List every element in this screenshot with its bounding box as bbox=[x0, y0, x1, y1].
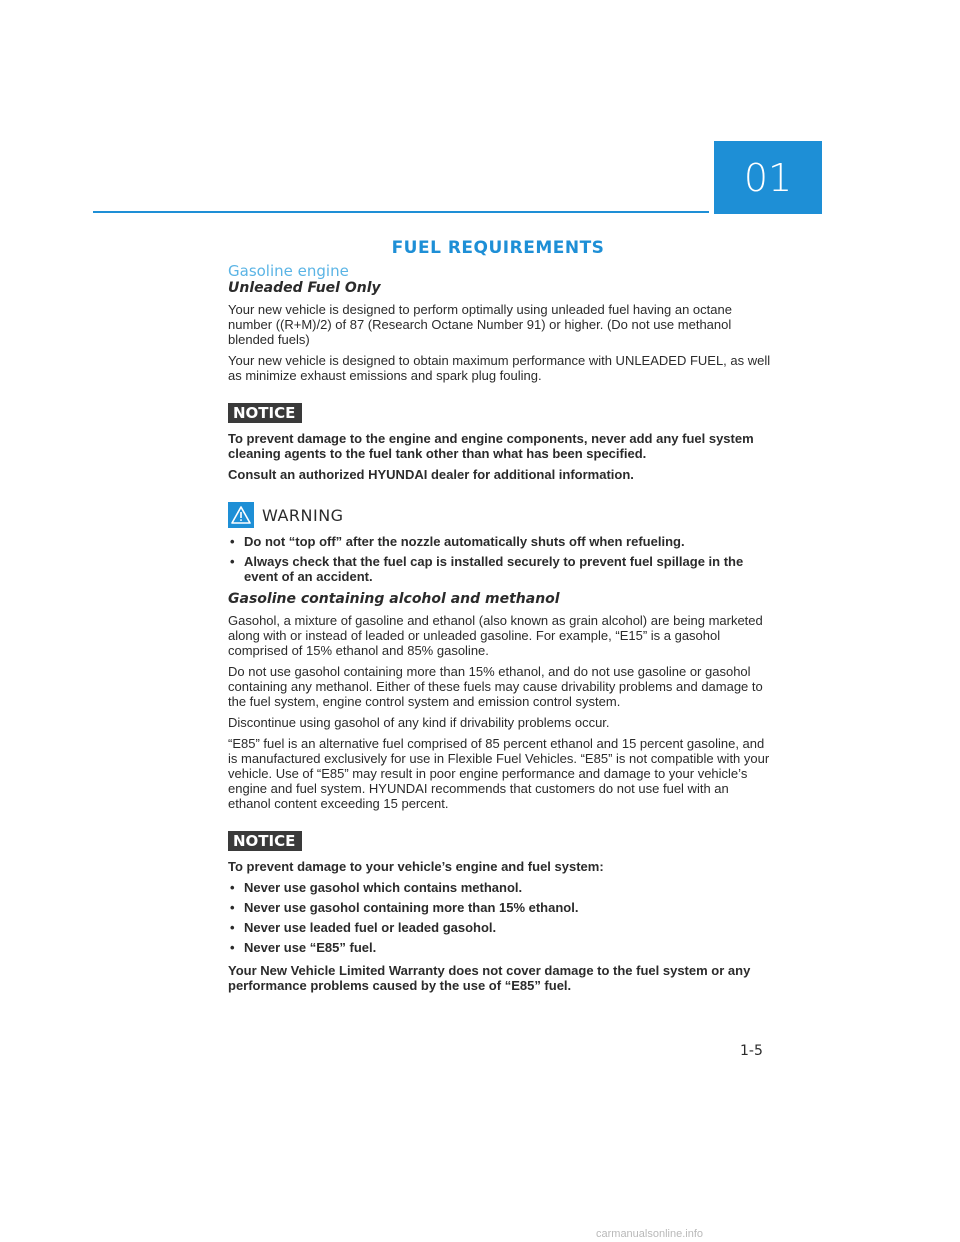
paragraph: Gasohol, a mixture of gasoline and ethanol (also known as grain alcohol) are being marketed along with or instead of leaded or unleaded gasoline. For example, “E15” is a gasohol comprised of 15% ethanol and 85% gasoline. bbox=[228, 613, 763, 658]
list-item: • Never use leaded fuel or leaded gasohol. bbox=[228, 920, 772, 935]
gasoline-engine-heading: Gasoline engine bbox=[228, 262, 349, 280]
warning-list bbox=[228, 534, 772, 584]
watermark: carmanualsonline.info bbox=[596, 1228, 704, 1240]
page-content bbox=[228, 264, 772, 999]
list-item: • Never use gasohol containing more than 15% ethanol. bbox=[228, 900, 772, 915]
list-item: • Do not “top off” after the nozzle automatically shuts off when refueling. bbox=[228, 534, 772, 549]
unleaded-fuel-subheading: Unleaded Fuel Only bbox=[228, 280, 381, 296]
list-item: • Never use gasohol which contains methanol. bbox=[228, 880, 772, 895]
page-number: 1-5 bbox=[740, 1043, 763, 1059]
warning-header bbox=[228, 502, 772, 528]
notice-list bbox=[228, 880, 772, 955]
chapter-tab bbox=[714, 141, 822, 214]
list-item: • Always check that the fuel cap is installed securely to prevent fuel spillage in the event of an accident. bbox=[228, 554, 772, 584]
notice-text: To prevent damage to your vehicle’s engine and fuel system: bbox=[228, 859, 604, 874]
list-item: • Never use “E85” fuel. bbox=[228, 940, 772, 955]
header-rule bbox=[93, 211, 709, 213]
notice-badge: NOTICE bbox=[228, 403, 302, 423]
paragraph: Your new vehicle is designed to perform optimally using unleaded fuel having an octane number ((R+M)/2) of 87 (Research Octane Number 91) or higher. (Do not use methanol blended fuels) bbox=[228, 302, 732, 347]
paragraph: “E85” fuel is an alternative fuel comprised of 85 percent ethanol and 15 percent gasoline, and is manufactured exclusively for use in Flexible Fuel Vehicles. “E85” is not compatible with your vehicle. Use of “E85” may result in poor engine performance and damage to your vehicle’s engine and fuel system. HYUNDAI recommends that customers do not use fuel with an ethanol content exceeding 15 percent. bbox=[228, 736, 770, 811]
section-title: FUEL REQUIREMENTS bbox=[391, 238, 605, 258]
alcohol-subheading: Gasoline containing alcohol and methanol bbox=[228, 591, 560, 607]
chapter-number: 01 bbox=[743, 155, 793, 200]
notice-text: To prevent damage to the engine and engine components, never add any fuel system cleaning agents to the fuel tank other than what has been specified. bbox=[228, 431, 754, 461]
paragraph: Your new vehicle is designed to obtain maximum performance with UNLEADED FUEL, as well as minimize exhaust emissions and spark plug fouling. bbox=[228, 353, 771, 383]
notice-text: Your New Vehicle Limited Warranty does not cover damage to the fuel system or any performance problems caused by the use of “E85” fuel. bbox=[228, 963, 751, 993]
notice-badge: NOTICE bbox=[228, 831, 302, 851]
paragraph: Discontinue using gasohol of any kind if drivability problems occur. bbox=[228, 715, 610, 730]
notice-text: Consult an authorized HYUNDAI dealer for additional information. bbox=[228, 467, 634, 482]
warning-label: WARNING bbox=[262, 505, 344, 525]
paragraph: Do not use gasohol containing more than 15% ethanol, and do not use gasoline or gasohol containing any methanol. Either of these fuels may cause drivability problems and damage to the fuel system, engine control system and emission control system. bbox=[228, 664, 763, 709]
warning-triangle-icon bbox=[228, 502, 254, 528]
